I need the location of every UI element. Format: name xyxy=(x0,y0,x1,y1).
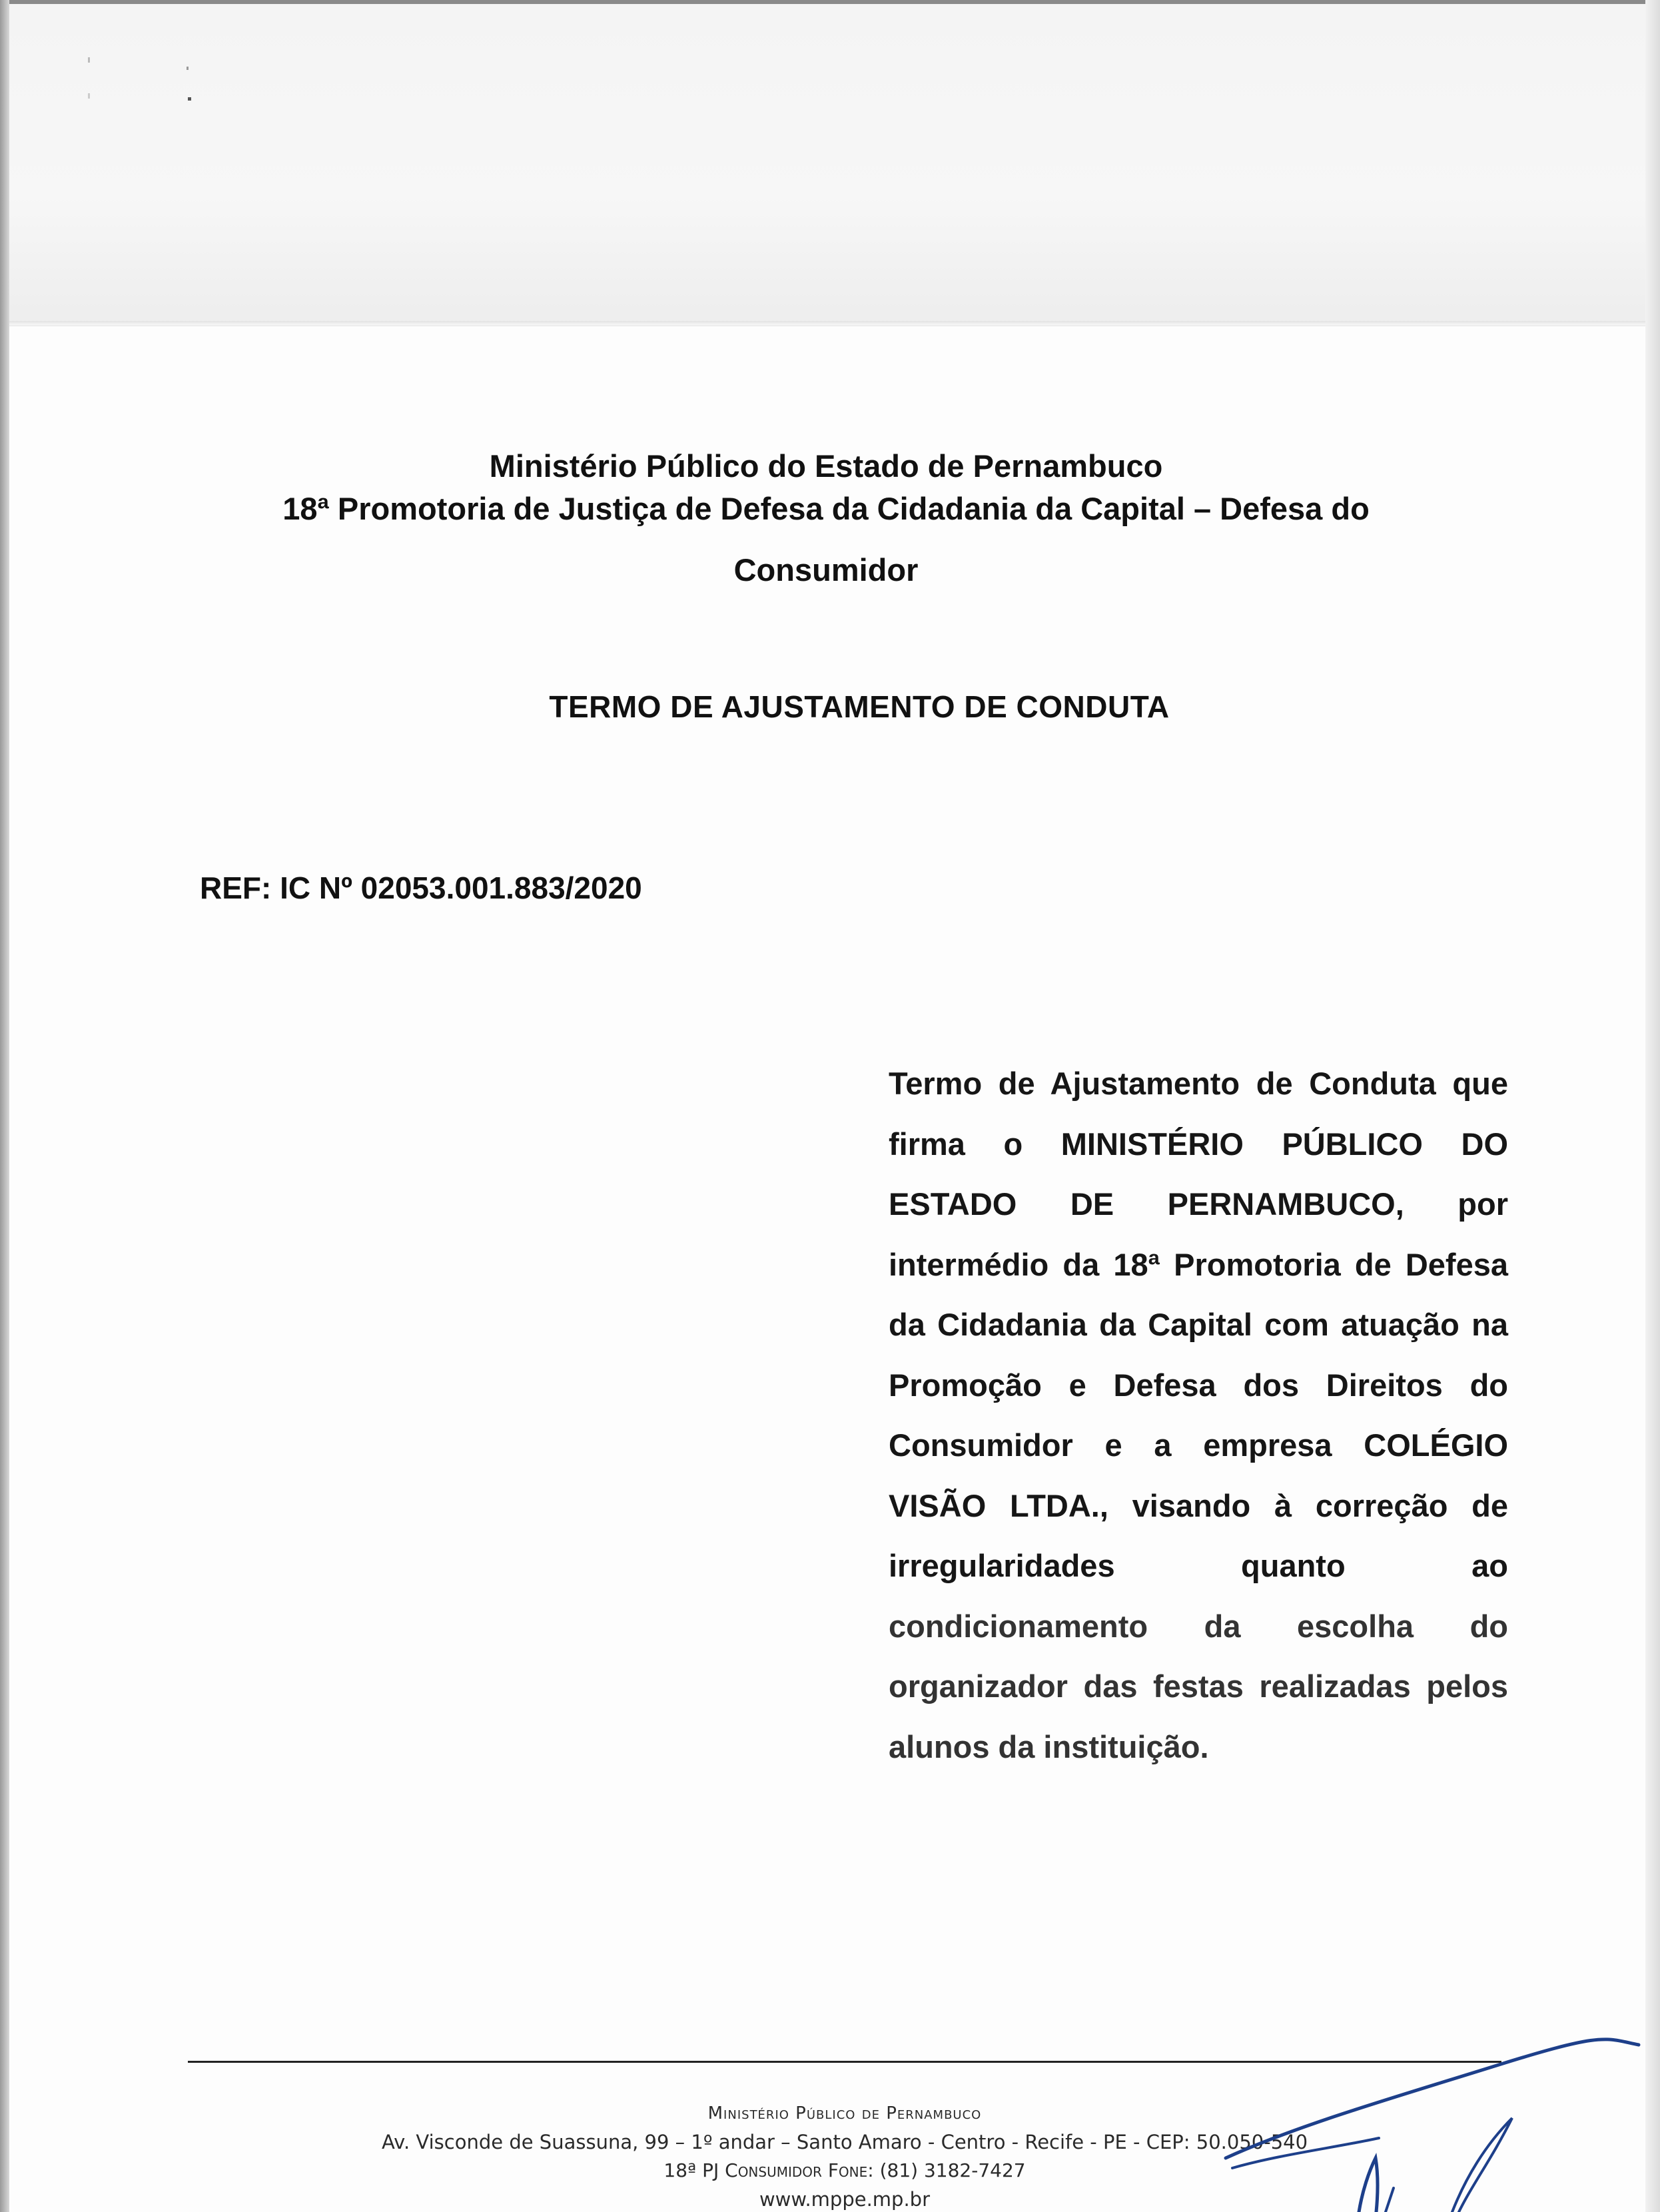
scan-left-edge xyxy=(0,0,9,2212)
handwritten-signature xyxy=(1219,2025,1645,2212)
scan-specks xyxy=(87,53,220,113)
summary-text-continued: condicionamento da escolha do organizador das festas realizadas pelos alunos da instituição. xyxy=(889,1608,1508,1764)
scan-right-edge xyxy=(1645,0,1660,2212)
footer-website: www.mppe.mp.br xyxy=(759,2188,931,2211)
paper-fold-crease xyxy=(0,321,1660,325)
footer-organization: Ministério Público de Pernambuco xyxy=(707,2103,982,2123)
summary-text-main: Termo de Ajustamento de Conduta que firma o MINISTÉRIO PÚBLICO DO ESTADO DE PERNAMBUCO, por intermédio da 18ª Promotoria de Defesa da Cidadania da Capital com atuação na Promoção e Defesa dos Direitos do Consumidor e a empresa COLÉGIO VISÃO LTDA., visando à correção de irregularidades quanto ao xyxy=(889,1066,1508,1583)
paper-fold-band xyxy=(0,0,1660,326)
document-title: TERMO DE AJUSTAMENTO DE CONDUTA xyxy=(549,689,1170,724)
scan-top-edge xyxy=(0,0,1660,4)
footer-phone: 18ª PJ Consumidor Fone: (81) 3182-7427 xyxy=(663,2159,1026,2181)
summary-paragraph xyxy=(889,1054,1508,1777)
header-line-consumidor: Consumidor xyxy=(733,552,919,587)
header-line-promotoria: 18ª Promotoria de Justiça de Defesa da Cidadania da Capital – Defesa do xyxy=(282,491,1370,526)
issuer-header xyxy=(200,445,1452,591)
reference-number: REF: IC Nº 02053.001.883/2020 xyxy=(200,871,642,905)
header-line-institution: Ministério Público do Estado de Pernambuco xyxy=(489,448,1163,484)
footer-address: Av. Visconde de Suassuna, 99 – 1º andar – Santo Amaro - Centro - Recife - PE - CEP: 50.050-540 xyxy=(381,2131,1308,2153)
